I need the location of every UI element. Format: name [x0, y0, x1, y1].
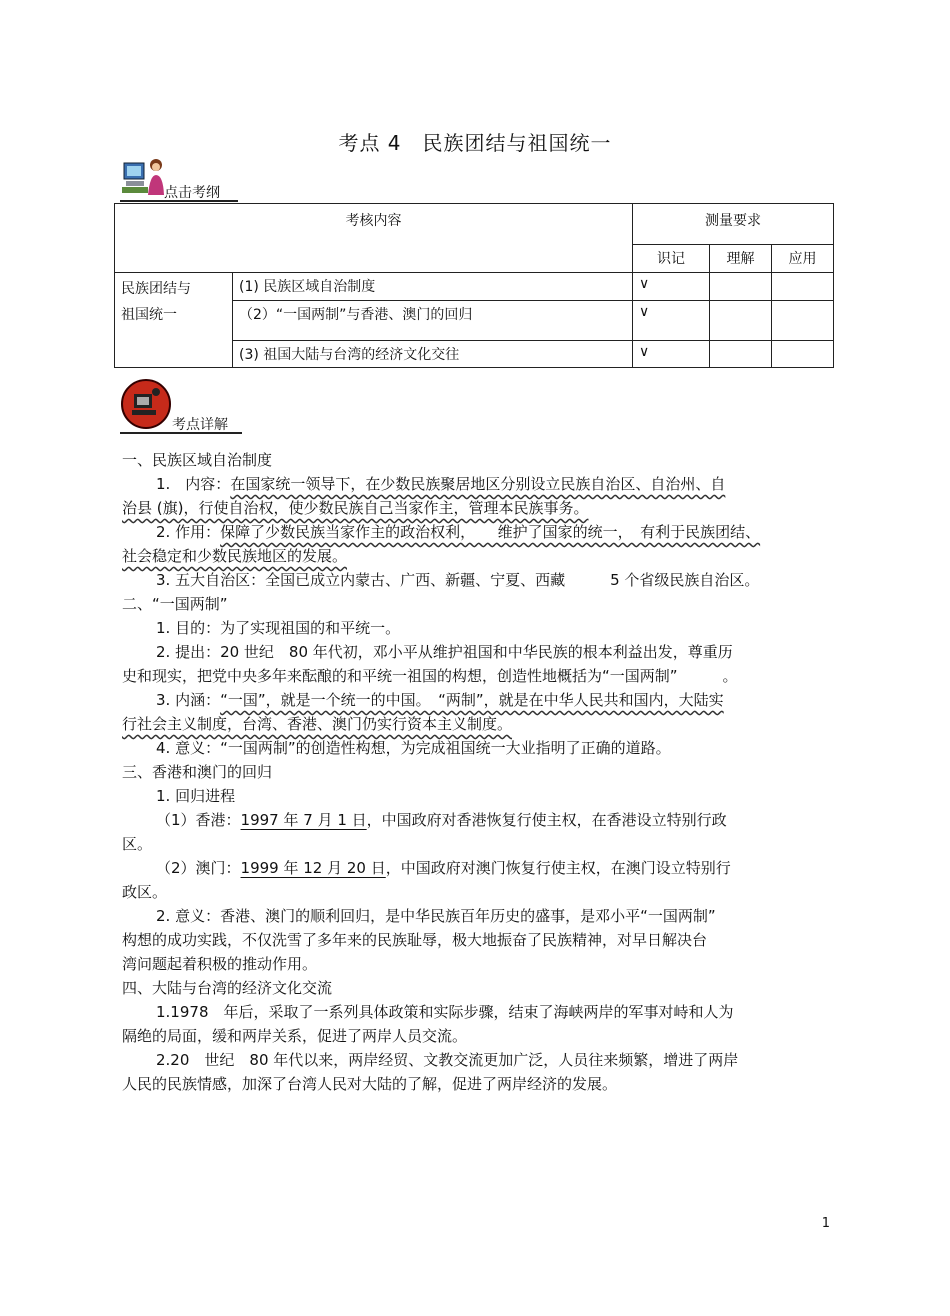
paragraph: 区。 [122, 835, 153, 853]
empty-cell [772, 273, 834, 301]
topic-line: 民族团结与 [121, 281, 191, 297]
table-row-item: （2）“一国两制”与香港、澳门的回归 [233, 301, 633, 341]
underlined-text: 治县 (旗)，行使自治权，使少数民族自己当家作主，管理本民族事务。 [122, 499, 589, 517]
paragraph [156, 856, 731, 880]
table-row-item: (1) 民族区域自治制度 [233, 273, 633, 301]
header-content: 考核内容 [115, 204, 633, 273]
detail-icon [120, 378, 172, 430]
topic-line: 祖国统一 [121, 307, 177, 323]
section-underline [120, 432, 242, 434]
paragraph: 1.1978 年后，采取了一系列具体政策和实际步骤，结束了海峡两岸的军事对峙和人为 [156, 1003, 734, 1021]
text-run: 3. 内涵： [156, 691, 221, 709]
heading-2: 二、“一国两制” [122, 595, 228, 613]
text-run: ，中国政府对香港恢复行使主权，在香港设立特别行政 [366, 811, 727, 829]
page-title: 考点 4 民族团结与祖国统一 [338, 131, 612, 155]
underlined-text: “一国”，就是一个统一的中国。 “两制”，就是在中华人民共和国内，大陆实 [220, 691, 724, 709]
paragraph: 2.20 世纪 80 年代以来，两岸经贸、文教交流更加广泛，人员往来频繁，增进了两岸 [156, 1051, 739, 1069]
text-run: 1. 内容： [156, 475, 231, 493]
check-mark: ∨ [633, 273, 710, 301]
paragraph: 2. 提出：20 世纪 80 年代初，邓小平从维护祖国和中华民族的根本利益出发，尊重历 [156, 643, 733, 661]
paragraph: 史和现实，把党中央多年来酝酿的和平统一祖国的构想，创造性地概括为“一国两制” 。 [122, 667, 738, 685]
check-mark: ∨ [633, 301, 710, 341]
page-number: 1 [821, 1216, 830, 1231]
empty-cell [710, 301, 772, 341]
underlined-text: 社会稳定和少数民族地区的发展。 [122, 547, 348, 565]
paragraph [156, 472, 725, 496]
empty-cell [772, 301, 834, 341]
empty-cell [710, 341, 772, 368]
paragraph: 4. 意义：“一国两制”的创造性构想，为完成祖国统一大业指明了正确的道路。 [156, 739, 671, 757]
heading-4: 四、大陆与台湾的经济文化交流 [122, 979, 333, 997]
table-row-item: (3) 祖国大陆与台湾的经济文化交往 [233, 341, 633, 368]
paragraph: 政区。 [122, 883, 168, 901]
heading-1: 一、民族区域自治制度 [122, 451, 273, 469]
underlined-date: 1997 年 7 月 1 日 [240, 811, 367, 829]
paragraph [122, 496, 588, 520]
empty-cell [772, 341, 834, 368]
paragraph [122, 712, 512, 736]
paragraph: 3. 五大自治区：全国已成立内蒙古、广西、新疆、宁夏、西藏 5 个省级民族自治区。 [156, 571, 760, 589]
paragraph [156, 520, 760, 544]
underlined-text: 在国家统一领导下，在少数民族聚居地区分别设立民族自治区、自治州、自 [230, 475, 726, 493]
check-mark: ∨ [633, 341, 710, 368]
paragraph [122, 544, 347, 568]
underlined-text: 保障了少数民族当家作主的政治权利， 维护了国家的统一， 有利于民族团结、 [220, 523, 761, 541]
subheader-recall: 识记 [633, 245, 710, 273]
syllabus-table [114, 203, 834, 368]
section-label-detail: 考点详解 [172, 417, 228, 433]
section-underline [120, 200, 238, 202]
paragraph [156, 808, 727, 832]
paragraph: 1. 回归进程 [156, 787, 236, 805]
empty-cell [710, 273, 772, 301]
text-run: ，中国政府对澳门恢复行使主权，在澳门设立特别行 [385, 859, 731, 877]
paragraph: 人民的民族情感，加深了台湾人民对大陆的了解，促进了两岸经济的发展。 [122, 1075, 618, 1093]
section-label-outline: 点击考纲 [164, 185, 220, 201]
computer-user-icon [122, 157, 166, 197]
paragraph: 湾问题起着积极的推动作用。 [122, 955, 318, 973]
paragraph: 2. 意义：香港、澳门的顺利回归，是中华民族百年历史的盛事，是邓小平“一国两制” [156, 907, 716, 925]
header-requirement: 测量要求 [633, 204, 834, 245]
paragraph: 构想的成功实践，不仅洗雪了多年来的民族耻辱，极大地振奋了民族精神，对早日解决台 [122, 931, 708, 949]
underlined-date: 1999 年 12 月 20 日 [240, 859, 386, 877]
heading-3: 三、香港和澳门的回归 [122, 763, 273, 781]
text-run: （2）澳门： [156, 859, 241, 877]
underlined-text: 行社会主义制度，台湾、香港、澳门仍实行资本主义制度。 [122, 715, 513, 733]
paragraph [156, 688, 724, 712]
paragraph: 1. 目的：为了实现祖国的和平统一。 [156, 619, 401, 637]
paragraph: 隔绝的局面，缓和两岸关系，促进了两岸人员交流。 [122, 1027, 468, 1045]
text-run: 2. 作用： [156, 523, 221, 541]
subheader-apply: 应用 [772, 245, 834, 273]
subheader-understand: 理解 [710, 245, 772, 273]
text-run: （1）香港： [156, 811, 241, 829]
topic-cell [115, 273, 233, 368]
